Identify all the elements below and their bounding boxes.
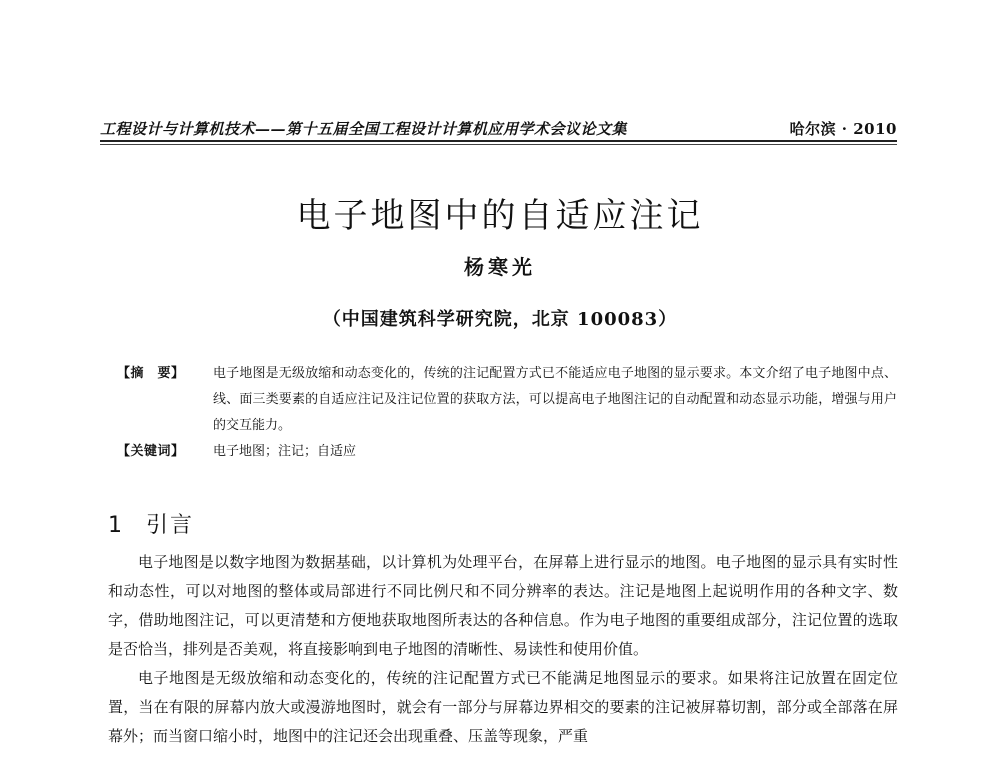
body-paragraph: 电子地图是无级放缩和动态变化的，传统的注记配置方式已不能满足地图显示的要求。如果将注记放置在固定位置，当在有限的屏幕内放大或漫游地图时，就会有一部分与屏幕边界相交的要素的注记被屏幕切割，部分或全部落在屏幕外；而当窗口缩小时，地图中的注记还会出现重叠、压盖等现象，严重 [108,669,898,745]
author-affiliation: （中国建筑科学研究院，北京 100083） [322,309,678,330]
section-heading [108,508,194,539]
keywords-label: 【关键词】 [117,444,185,459]
author-name: 杨寒光 [464,255,536,279]
header-proceedings-title: 工程设计与计算机技术——第十五届全国工程设计计算机应用学术会议论文集 [100,120,628,138]
abstract-row [117,361,897,439]
keywords-text: 电子地图；注记；自适应 [213,444,357,459]
abstract-text: 电子地图是无级放缩和动态变化的，传统的注记配置方式已不能适应电子地图的显示要求。本文介绍了电子地图中点、线、面三类要素的自适应注记及注记位置的获取方法，可以提高电子地图注记的自动配置和动态显示功能，增强与用户的交互能力。 [213,366,897,433]
section-title: 引言 [146,513,195,538]
paper-title: 电子地图中的自适应注记 [296,196,704,236]
header-rule [100,140,897,142]
running-header [100,118,897,139]
keywords-row [117,439,897,465]
header-venue-year: 哈尔滨 · 2010 [789,120,897,138]
header-rule-thin [100,144,897,145]
abstract-label: 【摘 要】 [117,366,185,381]
section-number: 1 [108,513,124,538]
body-text [108,548,898,751]
abstract-block [117,361,897,465]
body-paragraph: 电子地图是以数字地图为数据基础，以计算机为处理平台，在屏幕上进行显示的地图。电子地图的显示具有实时性和动态性，可以对地图的整体或局部进行不同比例尺和不同分辨率的表达。注记是地图上起说明作用的各种文字、数字，借助地图注记，可以更清楚和方便地获取地图所表达的各种信息。作为电子地图的重要组成部分，注记位置的选取是否恰当，排列是否美观，将直接影响到电子地图的清晰性、易读性和使用价值。 [108,553,898,658]
